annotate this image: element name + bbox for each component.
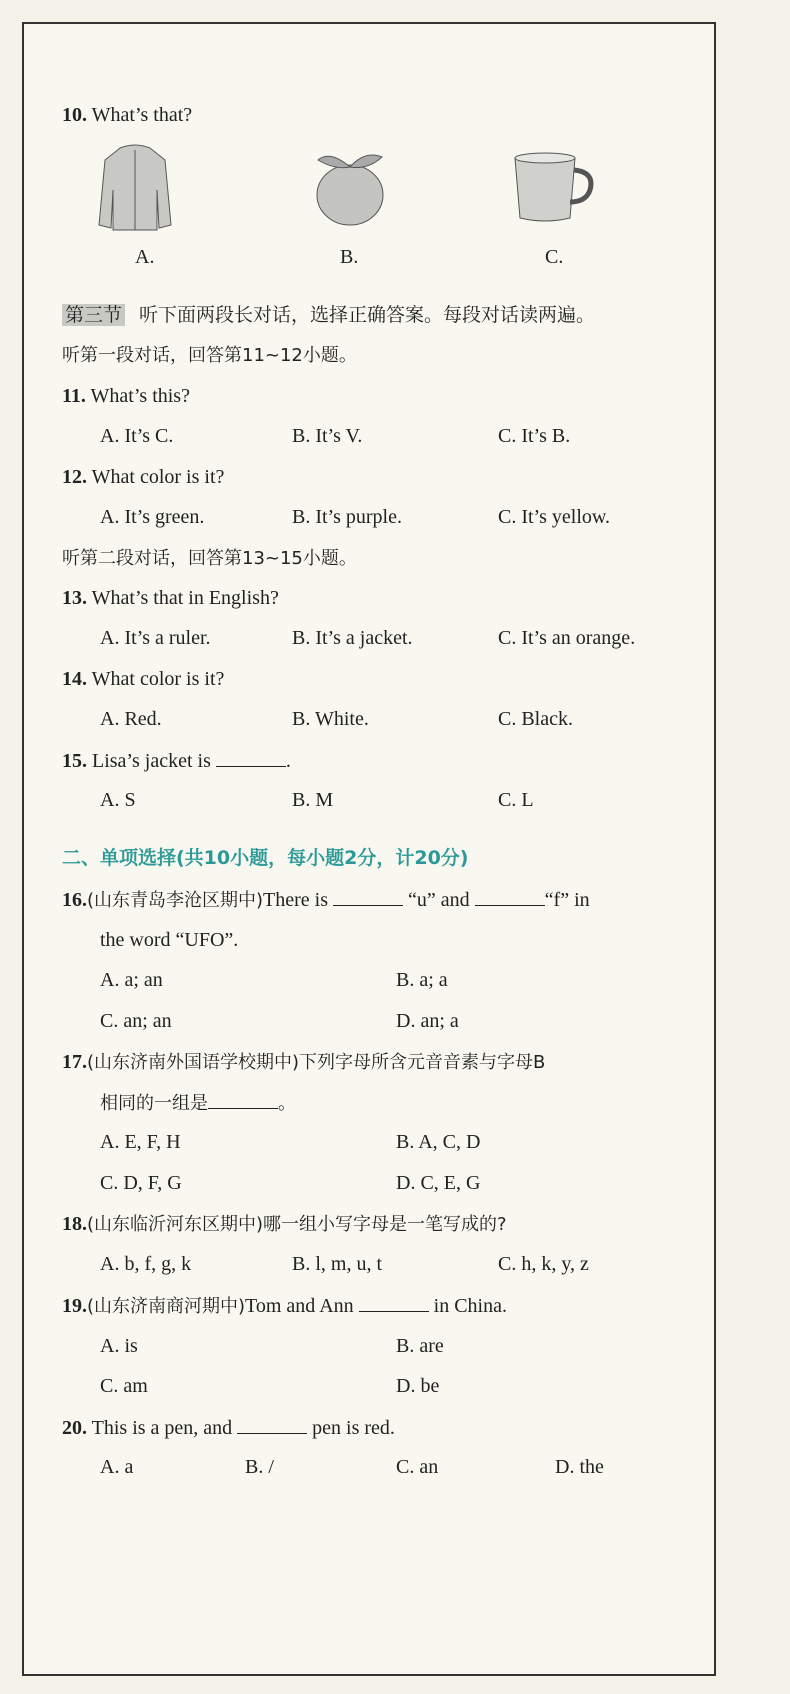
answer-blank[interactable] xyxy=(359,1293,429,1312)
q-num: 17. xyxy=(62,1051,87,1073)
option-b[interactable]: B. l, m, u, t xyxy=(292,1253,383,1275)
q-text: 下列字母所含元音音素与字母B xyxy=(299,1052,546,1073)
part3-heading xyxy=(62,303,595,327)
part-tag: 第三节 xyxy=(62,304,125,326)
question-20 xyxy=(62,1415,395,1440)
option-b[interactable]: B. a; a xyxy=(396,969,448,991)
question-13 xyxy=(62,586,279,610)
q-num: 16. xyxy=(62,889,87,911)
option-a[interactable]: A. It’s a ruler. xyxy=(100,627,211,649)
option-c[interactable]: C. L xyxy=(498,789,534,811)
q-text-end: 。 xyxy=(278,1093,296,1114)
option-c[interactable]: C. It’s yellow. xyxy=(498,506,611,528)
q-text: What color is it? xyxy=(91,668,225,690)
part-title: 听下面两段长对话，选择正确答案。每段对话读两遍。 xyxy=(139,304,596,326)
q-text: What’s this? xyxy=(90,385,190,407)
cup-image xyxy=(510,150,600,225)
q-text: Tom and Ann xyxy=(245,1295,354,1317)
option-b[interactable]: B. It’s purple. xyxy=(292,506,402,528)
option-b[interactable]: B. It’s V. xyxy=(292,425,363,447)
option-b[interactable]: B. / xyxy=(245,1456,274,1478)
q-num: 15. xyxy=(62,750,87,772)
section-heading: 二、单项选择(共10小题，每小题2分，计20分) xyxy=(62,847,469,869)
question-12 xyxy=(62,465,224,489)
option-b[interactable]: B. xyxy=(340,246,359,268)
option-c[interactable]: C. Black. xyxy=(498,708,573,730)
option-b[interactable]: B. A, C, D xyxy=(396,1131,481,1153)
option-d[interactable]: D. the xyxy=(555,1456,604,1478)
option-d[interactable]: D. an; a xyxy=(396,1010,459,1032)
option-a[interactable]: A. It’s C. xyxy=(100,425,174,447)
q-text-line2: the word “UFO”. xyxy=(100,929,239,951)
q-text: in China. xyxy=(433,1295,507,1317)
q-num: 14. xyxy=(62,668,87,690)
option-b[interactable]: B. White. xyxy=(292,708,369,730)
orange-image xyxy=(310,145,390,230)
option-a[interactable]: A. S xyxy=(100,789,136,811)
q-source: (山东青岛李沧区期中) xyxy=(87,890,264,911)
option-c[interactable]: C. It’s an orange. xyxy=(498,627,636,649)
option-a[interactable]: A. a xyxy=(100,1456,134,1478)
jacket-image xyxy=(95,140,175,235)
q-source: (山东济南商河期中) xyxy=(87,1296,246,1317)
q-text: What’s that in English? xyxy=(91,587,279,609)
q-text: “u” and xyxy=(408,889,470,911)
q-source: (山东临沂河东区期中) xyxy=(87,1214,264,1235)
q-num: 12. xyxy=(62,466,87,488)
answer-blank[interactable] xyxy=(216,748,286,767)
dialogue-2-instruction: 听第二段对话，回答第13~15小题。 xyxy=(62,548,357,569)
question-16 xyxy=(62,887,590,913)
q-num: 11. xyxy=(62,385,86,407)
option-a[interactable]: A. xyxy=(135,246,155,268)
option-a[interactable]: A. is xyxy=(100,1335,138,1357)
answer-blank[interactable] xyxy=(333,887,403,906)
option-a[interactable]: A. a; an xyxy=(100,969,163,991)
option-a[interactable]: A. b, f, g, k xyxy=(100,1253,192,1275)
q-text: This is a pen, and xyxy=(91,1417,233,1439)
q-text-line2 xyxy=(100,1090,296,1116)
answer-blank[interactable] xyxy=(237,1415,307,1434)
question-10 xyxy=(62,103,192,127)
option-c[interactable]: C. h, k, y, z xyxy=(498,1253,589,1275)
q-num: 10. xyxy=(62,104,87,126)
option-b[interactable]: B. It’s a jacket. xyxy=(292,627,413,649)
answer-blank[interactable] xyxy=(208,1090,278,1109)
q-text-end: . xyxy=(285,750,291,772)
option-b[interactable]: B. M xyxy=(292,789,334,811)
q-num: 19. xyxy=(62,1295,87,1317)
option-b[interactable]: B. are xyxy=(396,1335,444,1357)
option-d[interactable]: D. be xyxy=(396,1375,440,1397)
q-text: What’s that? xyxy=(91,104,193,126)
question-18 xyxy=(62,1212,507,1237)
q-source: (山东济南外国语学校期中) xyxy=(87,1052,300,1073)
option-c[interactable]: C. an; an xyxy=(100,1010,172,1032)
q-text: pen is red. xyxy=(312,1417,395,1439)
option-a[interactable]: A. E, F, H xyxy=(100,1131,181,1153)
option-c[interactable]: C. xyxy=(545,246,564,268)
question-19 xyxy=(62,1293,507,1319)
question-17 xyxy=(62,1050,545,1075)
option-a[interactable]: A. It’s green. xyxy=(100,506,205,528)
question-15 xyxy=(62,748,291,773)
q-text: There is xyxy=(263,889,329,911)
q-num: 18. xyxy=(62,1213,87,1235)
option-a[interactable]: A. Red. xyxy=(100,708,162,730)
option-c[interactable]: C. It’s B. xyxy=(498,425,571,447)
q-text: 哪一组小写字母是一笔写成的? xyxy=(263,1214,507,1235)
q-num: 13. xyxy=(62,587,87,609)
q-text: “f” in xyxy=(544,889,590,911)
option-c[interactable]: C. am xyxy=(100,1375,148,1397)
q-text: What color is it? xyxy=(91,466,225,488)
q-text: Lisa’s jacket is xyxy=(92,750,211,772)
answer-blank[interactable] xyxy=(475,887,545,906)
dialogue-1-instruction: 听第一段对话，回答第11~12小题。 xyxy=(62,345,357,366)
option-c[interactable]: C. an xyxy=(396,1456,439,1478)
option-c[interactable]: C. D, F, G xyxy=(100,1172,182,1194)
q-num: 20. xyxy=(62,1417,87,1439)
q-text: 相同的一组是 xyxy=(100,1093,208,1114)
option-d[interactable]: D. C, E, G xyxy=(396,1172,481,1194)
question-14 xyxy=(62,667,224,691)
question-11 xyxy=(62,384,190,408)
